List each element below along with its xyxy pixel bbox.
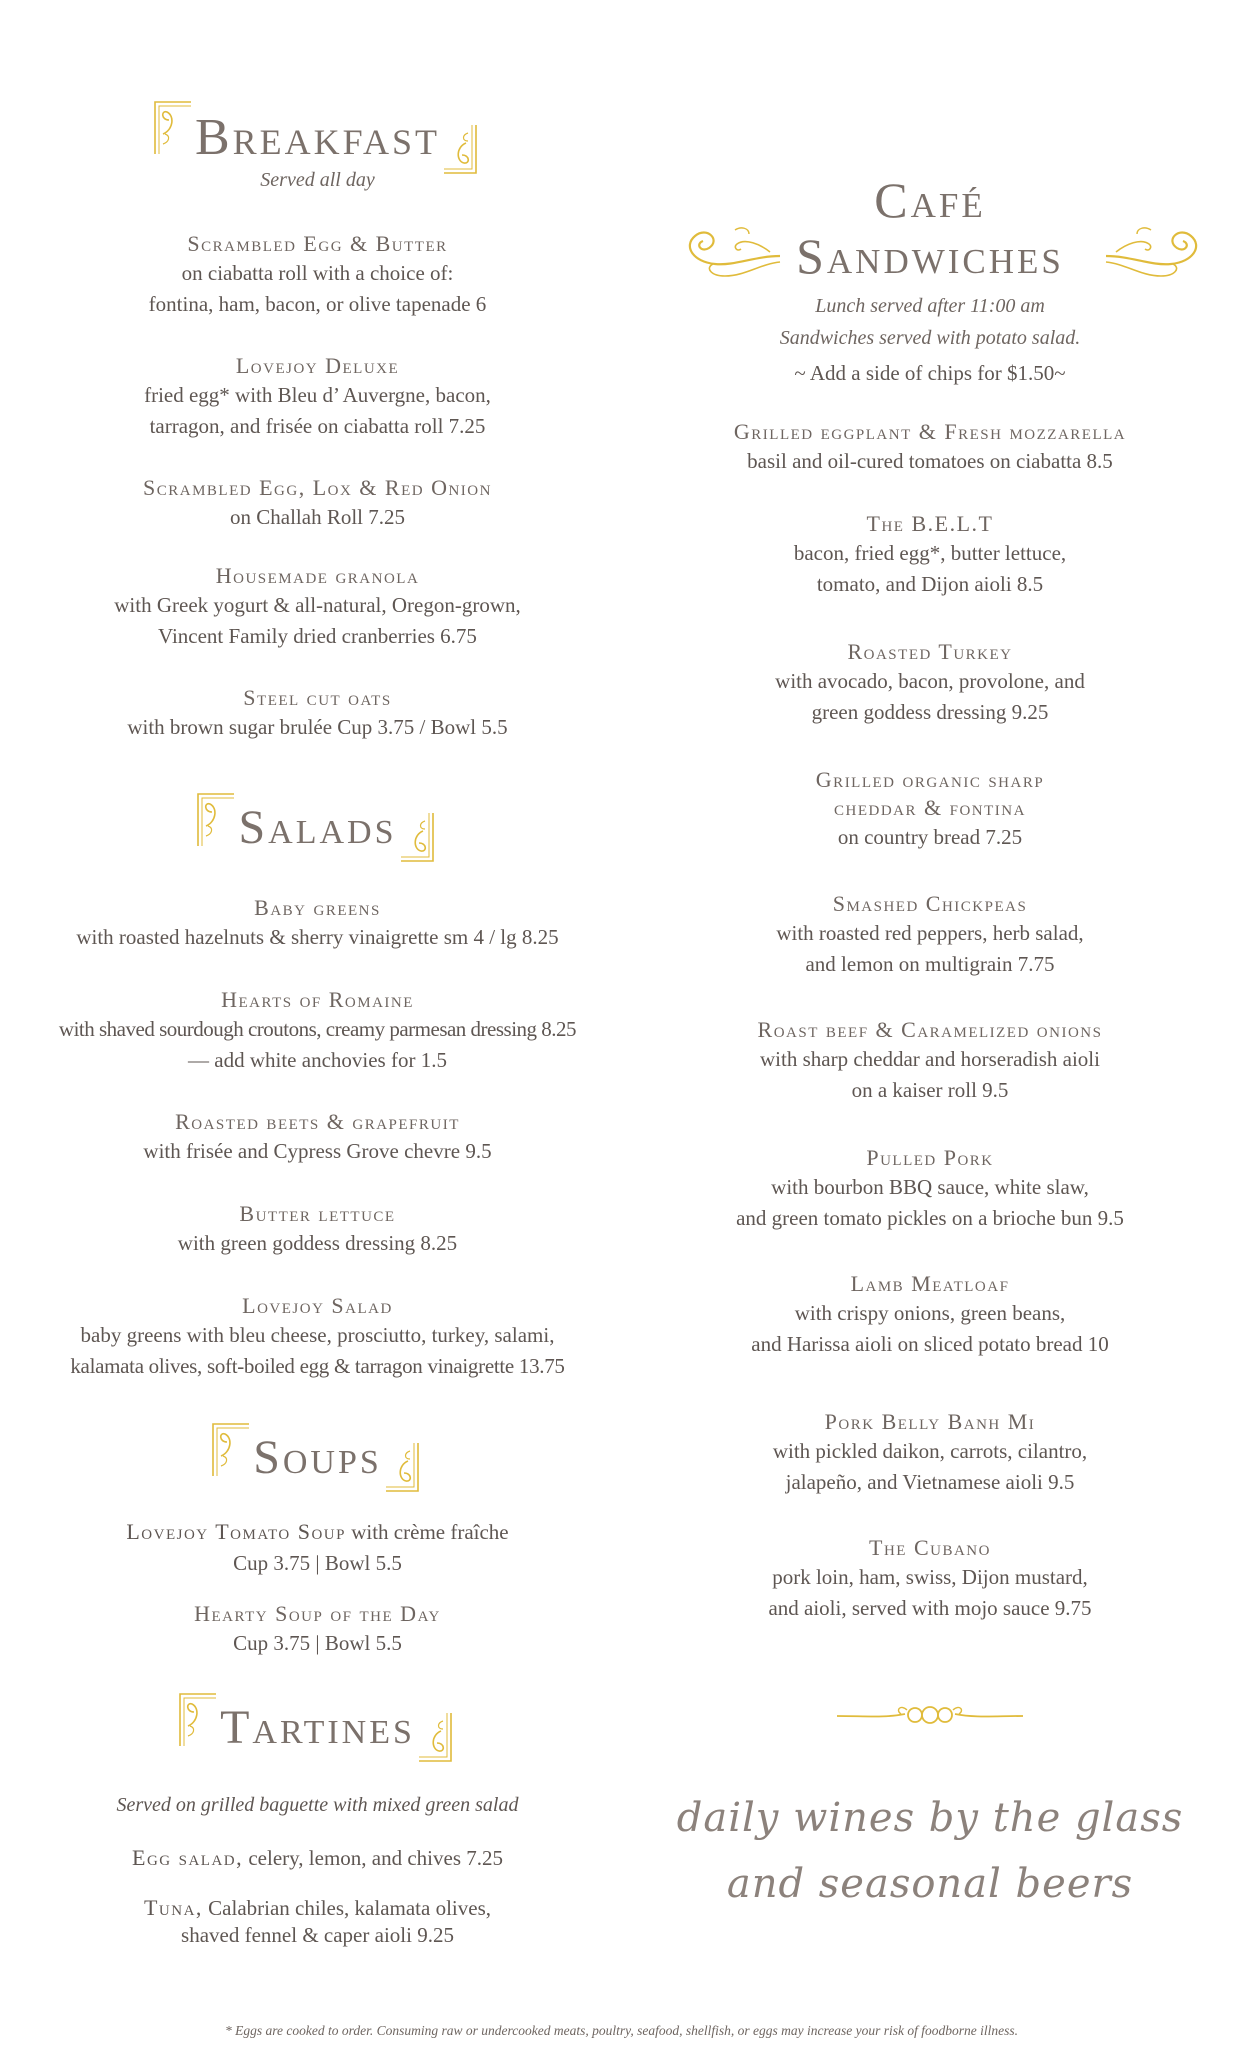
item-name: Roast beef & Caramelized onions bbox=[757, 1017, 1103, 1042]
menu-item bbox=[20, 562, 615, 652]
item-desc: tarragon, and frisée on ciabatta roll 7.25 bbox=[149, 414, 486, 438]
salads-header bbox=[20, 800, 615, 855]
scroll-flourish-icon bbox=[675, 216, 785, 286]
item-name: Butter lettuce bbox=[239, 1201, 396, 1226]
item-name: Lamb Meatloaf bbox=[850, 1271, 1010, 1296]
scroll-flourish-icon bbox=[1101, 216, 1211, 286]
item-name: Smashed Chickpeas bbox=[832, 891, 1028, 916]
corner-flourish-icon bbox=[151, 94, 195, 158]
item-suffix: Calabrian chiles, kalamata olives, bbox=[202, 1896, 491, 1920]
item-desc: bacon, fried egg*, butter lettuce, bbox=[793, 541, 1067, 565]
item-desc: fontina, ham, bacon, or olive tapenade 6 bbox=[148, 292, 487, 316]
item-desc: with shaved sourdough croutons, creamy parmesan dressing 8.25 bbox=[58, 1017, 577, 1041]
menu-item bbox=[635, 1408, 1225, 1498]
item-name: Roasted beets & grapefruit bbox=[175, 1109, 460, 1134]
item-desc: basil and oil-cured tomatoes on ciabatta 8.5 bbox=[747, 449, 1113, 473]
item-desc: with green goddess dressing 8.25 bbox=[177, 1231, 458, 1255]
item-desc: and green tomato pickles on a brioche bun 9.5 bbox=[736, 1206, 1124, 1230]
item-name: The B.E.L.T bbox=[866, 511, 994, 536]
breakfast-title-text: Breakfast bbox=[194, 109, 441, 166]
item-name: Scrambled Egg, Lox & Red Onion bbox=[143, 475, 492, 500]
item-name: Hearts of Romaine bbox=[221, 987, 414, 1012]
corner-flourish-icon bbox=[176, 1686, 220, 1750]
item-name: Roasted Turkey bbox=[847, 639, 1013, 664]
menu-item bbox=[20, 684, 615, 743]
item-desc: and lemon on multigrain 7.75 bbox=[805, 952, 1055, 976]
item-name-line2: cheddar & fontina bbox=[834, 795, 1026, 820]
divider-flourish-icon bbox=[835, 1700, 1025, 1730]
menu-item bbox=[635, 1144, 1225, 1234]
menu-item bbox=[635, 1016, 1225, 1106]
corner-flourish-icon bbox=[209, 1416, 253, 1480]
item-desc: baby greens with bleu cheese, prosciutto, turkey, salami, bbox=[80, 1323, 555, 1347]
item-desc: with Greek yogurt & all-natural, Oregon-grown, bbox=[114, 593, 521, 617]
menu-item bbox=[20, 894, 615, 953]
item-name: Lovejoy Tomato Soup bbox=[126, 1519, 346, 1544]
item-desc: kalamata olives, soft-boiled egg & tarragon vinaigrette 13.75 bbox=[70, 1354, 565, 1378]
menu-item bbox=[20, 1108, 615, 1167]
tartines-header bbox=[20, 1700, 615, 1755]
item-desc: with avocado, bacon, provolone, and bbox=[775, 669, 1085, 693]
item-name: Lovejoy Salad bbox=[242, 1293, 393, 1318]
menu-item bbox=[20, 1292, 615, 1382]
item-desc: jalapeño, and Vietnamese aioli 9.5 bbox=[785, 1470, 1075, 1494]
menu-item bbox=[20, 986, 615, 1076]
item-desc: with sharp cheddar and horseradish aioli bbox=[760, 1047, 1100, 1071]
wines-line-1: daily wines by the glass bbox=[676, 1795, 1184, 1841]
item-desc: with pickled daikon, carrots, cilantro, bbox=[772, 1439, 1088, 1463]
menu-item bbox=[20, 1516, 615, 1579]
corner-flourish-icon bbox=[440, 121, 480, 181]
item-desc: on Challah Roll 7.25 bbox=[230, 505, 405, 529]
chips-note: ~ Add a side of chips for $1.50~ bbox=[794, 361, 1066, 385]
item-desc: with bourbon BBQ sauce, white slaw, bbox=[771, 1175, 1089, 1199]
item-desc: with frisée and Cypress Grove chevre 9.5 bbox=[143, 1139, 492, 1163]
soups-header bbox=[20, 1430, 615, 1485]
item-name: Pork Belly Banh Mi bbox=[824, 1409, 1036, 1434]
item-name: The Cubano bbox=[869, 1535, 991, 1560]
corner-flourish-icon bbox=[382, 1439, 422, 1499]
menu-item bbox=[20, 230, 615, 320]
menu-item bbox=[20, 1842, 615, 1874]
item-desc: on ciabatta roll with a choice of: bbox=[181, 261, 454, 285]
menu-item bbox=[20, 1892, 615, 1951]
item-desc: with crispy onions, green beans, bbox=[794, 1301, 1066, 1325]
menu-item bbox=[20, 474, 615, 533]
item-desc: Cup 3.75 | Bowl 5.5 bbox=[233, 1551, 402, 1575]
breakfast-header bbox=[20, 108, 615, 192]
item-desc: — add white anchovies for 1.5 bbox=[188, 1048, 447, 1072]
corner-flourish-icon bbox=[397, 809, 437, 869]
item-desc: Vincent Family dried cranberries 6.75 bbox=[158, 624, 477, 648]
item-desc: pork loin, ham, swiss, Dijon mustard, bbox=[772, 1565, 1088, 1589]
menu-item bbox=[20, 1600, 615, 1659]
breakfast-subtitle: Served all day bbox=[260, 169, 375, 191]
item-desc: tomato, and Dijon aioli 8.5 bbox=[816, 572, 1044, 596]
item-name: Steel cut oats bbox=[243, 685, 392, 710]
item-name: Scrambled Egg & Butter bbox=[187, 231, 448, 256]
menu-item bbox=[20, 352, 615, 442]
tartines-subtitle-text: Served on grilled baguette with mixed green salad bbox=[116, 1794, 519, 1816]
item-desc: on a kaiser roll 9.5 bbox=[851, 1078, 1009, 1102]
item-name: Grilled eggplant & Fresh mozzarella bbox=[733, 419, 1127, 444]
item-name: Baby greens bbox=[254, 895, 381, 920]
sandwiches-header bbox=[635, 172, 1225, 389]
item-name: Tuna, bbox=[143, 1895, 203, 1920]
menu-item bbox=[635, 1534, 1225, 1624]
item-desc: and aioli, served with mojo sauce 9.75 bbox=[768, 1596, 1092, 1620]
sandwiches-title-line1: Café bbox=[874, 172, 986, 228]
menu-item bbox=[635, 510, 1225, 600]
item-desc: shaved fennel & caper aioli 9.25 bbox=[181, 1923, 454, 1947]
corner-flourish-icon bbox=[415, 1709, 455, 1769]
item-name: Hearty Soup of the Day bbox=[194, 1601, 441, 1626]
item-name: Egg salad, bbox=[132, 1845, 244, 1870]
item-name: Housemade granola bbox=[215, 563, 420, 588]
item-name: Grilled organic sharp bbox=[815, 767, 1045, 792]
sandwiches-subtitle-1: Lunch served after 11:00 am bbox=[815, 295, 1045, 317]
wines-line-2: and seasonal beers bbox=[726, 1861, 1134, 1907]
menu-item bbox=[635, 1270, 1225, 1360]
item-name: Pulled Pork bbox=[866, 1145, 994, 1170]
menu-item bbox=[20, 1200, 615, 1259]
item-desc: and Harissa aioli on sliced potato bread 10 bbox=[751, 1332, 1109, 1356]
item-line bbox=[20, 1842, 615, 1874]
breakfast-title bbox=[195, 108, 440, 167]
salads-title-text: Salads bbox=[238, 801, 397, 854]
menu-item bbox=[635, 766, 1225, 853]
menu-item bbox=[635, 418, 1225, 477]
tartines-subtitle bbox=[20, 1790, 615, 1821]
footnote: * Eggs are cooked to order. Consuming raw or undercooked meats, poultry, seafood, shellfish, or eggs may increase your risk of foodborne illness. bbox=[225, 2023, 1018, 2038]
item-desc: on country bread 7.25 bbox=[837, 825, 1023, 849]
item-suffix: with crème fraîche bbox=[345, 1520, 509, 1544]
item-line bbox=[20, 1516, 615, 1548]
item-desc: fried egg* with Bleu d’ Auvergne, bacon, bbox=[144, 383, 491, 407]
soups-title bbox=[253, 1430, 382, 1485]
salads-title bbox=[238, 800, 396, 855]
item-desc: green goddess dressing 9.25 bbox=[811, 700, 1049, 724]
item-desc: with brown sugar brulée Cup 3.75 / Bowl 5.5 bbox=[127, 715, 508, 739]
item-desc: with roasted hazelnuts & sherry vinaigrette sm 4 / lg 8.25 bbox=[76, 925, 559, 949]
item-desc: Cup 3.75 | Bowl 5.5 bbox=[233, 1631, 402, 1655]
soups-title-text: Soups bbox=[253, 1431, 382, 1484]
item-suffix: celery, lemon, and chives 7.25 bbox=[243, 1846, 503, 1870]
item-desc: with roasted red peppers, herb salad, bbox=[776, 921, 1084, 945]
item-name: Lovejoy Deluxe bbox=[235, 353, 400, 378]
sandwiches-title-line2: Sandwiches bbox=[796, 228, 1064, 284]
tartines-title-text: Tartines bbox=[220, 1701, 415, 1754]
corner-flourish-icon bbox=[194, 786, 238, 850]
sandwiches-subtitle-2: Sandwiches served with potato salad. bbox=[779, 327, 1081, 349]
menu-item bbox=[635, 638, 1225, 728]
tartines-title bbox=[220, 1700, 415, 1755]
menu-item bbox=[635, 890, 1225, 980]
sandwiches-title bbox=[796, 172, 1064, 284]
